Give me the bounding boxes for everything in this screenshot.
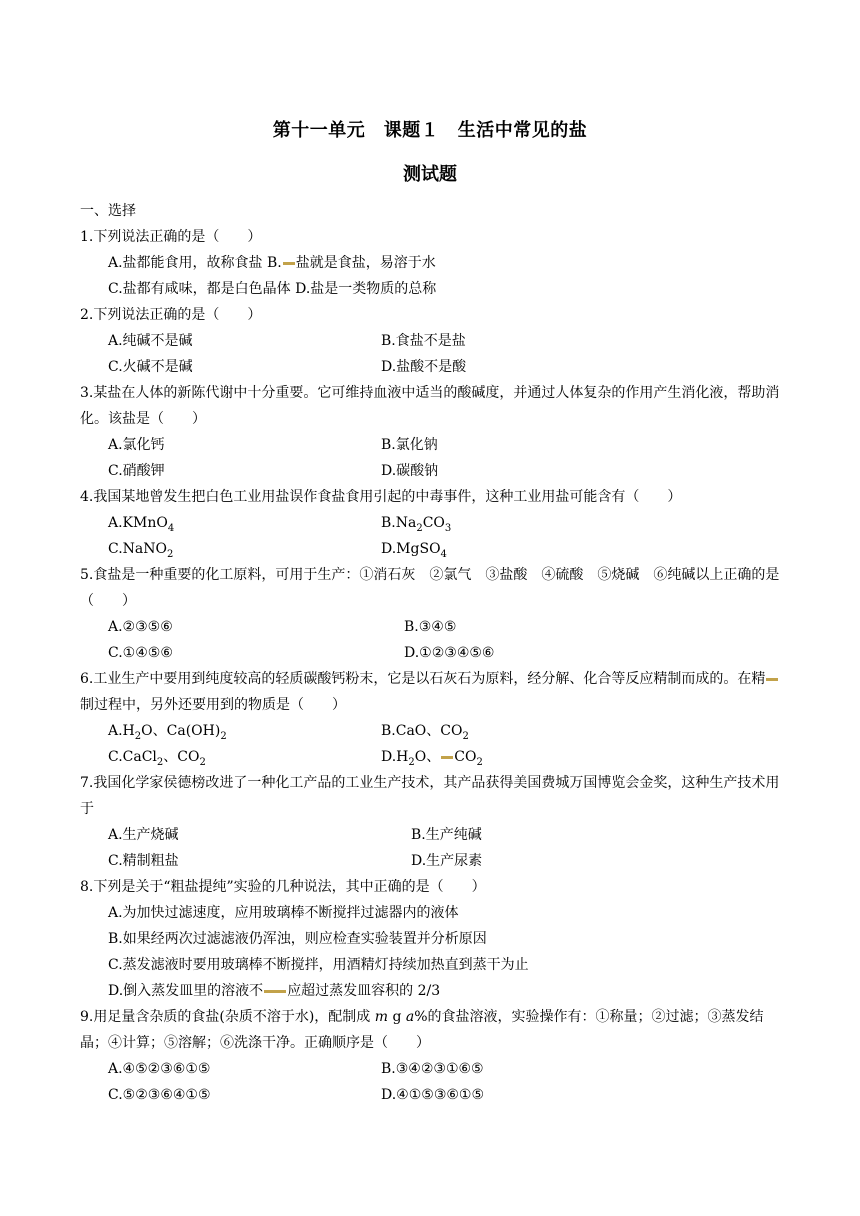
option-c: C.NaNO$_2$ — [108, 541, 174, 560]
option-a: A.氯化钙 — [108, 437, 165, 453]
highlight-mark — [766, 678, 778, 681]
option-c: C.⑤②③⑥④①⑤ — [108, 1087, 211, 1103]
options-grid — [80, 1056, 780, 1108]
question-stem: 6.工业生产中要用到纯度较高的轻质碳酸钙粉末，它是以石灰石为原料，经分解、化合等反应精制而成的。在精制过程中，另外还要用到的物质是（ ） — [80, 666, 780, 718]
option-d: D.盐酸不是酸 — [381, 359, 467, 375]
option-a: A.纯碱不是碱 — [108, 333, 193, 349]
question-1 — [80, 224, 780, 302]
option-b: $B.Na_2CO_3$ — [381, 515, 452, 534]
option-d: $D.H_2O$、 $CO_2$ — [381, 749, 483, 768]
section-heading: 一、选择 — [80, 203, 136, 219]
option-d: D.①②③④⑤⑥ — [404, 645, 495, 661]
question-6 — [80, 666, 780, 770]
option-b: B.生产纯碱 — [411, 827, 482, 843]
option-c: C.精制粗盐 — [108, 853, 179, 869]
page-title: 第十一单元 课题１ 生活中常见的盐 — [272, 120, 588, 141]
options-grid — [80, 328, 780, 380]
highlight-mark — [441, 756, 453, 759]
highlight-mark — [264, 990, 286, 993]
question-stem: 7.我国化学家侯德榜改进了一种化工产品的工业生产技术，其产品获得美国费城万国博览会金奖，这种生产技术用于 — [80, 775, 780, 817]
question-stem: 3.某盐在人体的新陈代谢中十分重要。它可维持血液中适当的酸碱度，并通过人体复杂的作用产生消化液，帮助消化。该盐是（ ） — [80, 385, 780, 427]
option-c: C.①④⑤⑥ — [108, 645, 173, 661]
options-grid — [80, 510, 780, 562]
question-4 — [80, 484, 780, 562]
option-c: C.硝酸钾 — [108, 463, 165, 479]
highlight-mark — [283, 262, 295, 265]
options-grid — [80, 432, 780, 484]
question-9 — [80, 1004, 780, 1108]
option-a: A.KMnO$_4$ — [108, 515, 175, 534]
option-c: C.蒸发滤液时要用玻璃棒不断搅拌，用酒精灯持续加热直到蒸干为止 — [108, 957, 529, 973]
option-b: B.氯化钠 — [381, 437, 438, 453]
option-b: B.食盐不是盐 — [381, 333, 466, 349]
question-5 — [80, 562, 780, 666]
option-b: B.CaO、$CO_2$ — [381, 723, 469, 742]
question-2 — [80, 302, 780, 380]
option-a: $A.H_2O$、$Ca(OH)_2$ — [108, 723, 227, 742]
option-d: D.生产尿素 — [411, 853, 483, 869]
question-3 — [80, 380, 780, 484]
option-d: D.倒入蒸发皿里的溶液不 应超过蒸发皿容积的 2/3 — [108, 983, 441, 999]
option-line: C.盐都有咸味，都是白色晶体 D.盐是一类物质的总称 — [108, 281, 437, 297]
options-grid — [80, 614, 780, 666]
question-7 — [80, 770, 780, 874]
option-a: A.②③⑤⑥ — [108, 619, 173, 635]
option-b: B.③④②③①⑥⑤ — [381, 1061, 484, 1077]
question-stem: 5.食盐是一种重要的化工原料，可用于生产：①消石灰 ②氯气 ③盐酸 ④硫酸 ⑤烧碱 ⑥纯碱以上正确的是（ ） — [80, 567, 780, 609]
option-d: D.④①⑤③⑥①⑤ — [381, 1087, 485, 1103]
option-d: D.碳酸钠 — [381, 463, 439, 479]
options-grid — [80, 822, 780, 874]
option-b: B.③④⑤ — [404, 619, 457, 635]
question-stem: 4.我国某地曾发生把白色工业用盐误作食盐食用引起的中毒事件，这种工业用盐可能含有（ ） — [80, 489, 682, 505]
question-8 — [80, 874, 780, 1004]
question-list — [80, 198, 780, 1108]
question-stem: 2.下列说法正确的是（ ） — [80, 307, 262, 323]
question-stem: 9.用足量含杂质的食盐(杂质不溶于水)，配制成 m g a%的食盐溶液，实验操作有：①称量；②过滤；③蒸发结晶；④计算；⑤溶解；⑥洗涤干净。正确顺序是（ ） — [80, 1009, 764, 1051]
question-stem: 1.下列说法正确的是（ ） — [80, 229, 262, 245]
option-a: A.生产烧碱 — [108, 827, 179, 843]
option-line: A.盐都能食用，故称食盐 B. 盐就是食盐，易溶于水 — [108, 255, 436, 271]
option-a: A.④⑤②③⑥①⑤ — [108, 1061, 211, 1077]
option-b: B.如果经两次过滤滤液仍浑浊，则应检查实验装置并分析原因 — [108, 931, 487, 947]
option-d: D.MgSO$_4$ — [381, 541, 447, 560]
question-stem: 8.下列是关于“粗盐提纯”实验的几种说法，其中正确的是（ ） — [80, 879, 486, 895]
option-c: C.CaCl$_2$、$CO_2$ — [108, 749, 206, 768]
option-a: A.为加快过滤速度，应用玻璃棒不断搅拌过滤器内的液体 — [108, 905, 459, 921]
options-grid — [80, 718, 780, 770]
option-c: C.火碱不是碱 — [108, 359, 193, 375]
page-subtitle: 测试题 — [403, 164, 457, 185]
